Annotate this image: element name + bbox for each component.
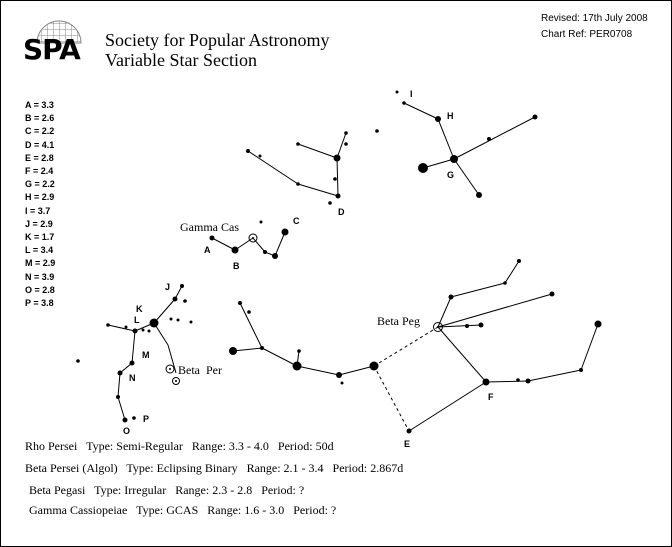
star xyxy=(526,379,531,384)
constellation-line xyxy=(108,325,135,331)
constellation-line xyxy=(298,144,337,158)
star xyxy=(259,155,262,158)
star xyxy=(260,346,264,350)
constellation-line xyxy=(409,382,486,431)
constellation-line xyxy=(337,158,338,196)
legend-entry: H = 2.9 xyxy=(25,192,55,203)
star xyxy=(333,177,337,181)
legend-entry: O = 2.8 xyxy=(25,284,55,295)
star xyxy=(336,372,342,378)
star xyxy=(106,323,110,327)
star xyxy=(328,201,332,205)
legend-entry: D = 4.1 xyxy=(25,139,55,150)
star-p xyxy=(132,416,136,420)
constellation-line xyxy=(505,261,519,283)
constellation-line xyxy=(297,366,339,375)
star xyxy=(150,319,159,328)
legend-entry: G = 2.2 xyxy=(25,179,55,190)
star xyxy=(334,155,341,162)
label-i: I xyxy=(410,89,413,99)
star xyxy=(479,323,484,328)
star-c xyxy=(282,229,289,236)
legend-entry: L = 3.4 xyxy=(25,245,54,256)
legend-entry: M = 2.9 xyxy=(25,258,56,269)
constellation-line xyxy=(248,151,298,184)
star xyxy=(487,137,491,141)
constellation-line xyxy=(275,232,285,256)
legend-entry: K = 1.7 xyxy=(25,232,55,243)
legend-entry: I = 3.7 xyxy=(25,205,51,216)
constellation-line xyxy=(240,303,262,348)
star xyxy=(116,395,120,399)
star xyxy=(418,163,428,173)
star-m xyxy=(130,361,135,366)
constellation-line xyxy=(451,283,505,297)
star xyxy=(142,329,145,332)
label-e: E xyxy=(404,439,411,449)
legend-entry: N = 3.9 xyxy=(25,271,55,282)
star xyxy=(516,378,520,382)
constellation-line xyxy=(374,327,438,366)
legend-entry: C = 2.2 xyxy=(25,126,55,137)
chart-reference: Chart Ref: PER0708 xyxy=(541,29,633,40)
star xyxy=(595,321,602,328)
star-e xyxy=(407,429,412,434)
legend-entry: F = 2.4 xyxy=(25,166,54,177)
variable-info-line: Gamma Cassiopeiae Type: GCAS Range: 1.6 - 3.0 Period: ? xyxy=(29,503,337,517)
star xyxy=(370,362,379,371)
star xyxy=(396,91,399,94)
label-g: G xyxy=(447,170,455,180)
legend-entry: A = 3.3 xyxy=(25,100,54,110)
variable-dot xyxy=(175,380,177,382)
constellation-line xyxy=(339,366,374,375)
constellation-line xyxy=(438,327,486,382)
constellation-line xyxy=(581,324,598,370)
variable-info-line: Beta Persei (Algol) Type: Eclipsing Binary Range: 2.1 - 3.4 Period: 2.867d xyxy=(25,461,404,475)
constellation-line xyxy=(438,294,552,327)
star xyxy=(533,115,538,120)
star xyxy=(465,324,469,328)
label-j: J xyxy=(165,282,171,292)
star xyxy=(296,142,300,146)
label-beta-per: Beta Per xyxy=(178,363,222,377)
star-b xyxy=(232,247,239,254)
star xyxy=(180,284,184,288)
star-g xyxy=(450,155,458,163)
star xyxy=(272,253,278,259)
label-gamma-cas: Gamma Cas xyxy=(180,220,239,234)
star-a xyxy=(210,236,215,241)
constellation-line xyxy=(298,184,338,196)
constellation-line xyxy=(262,348,297,366)
label-k: K xyxy=(136,304,143,314)
label-b: B xyxy=(233,261,240,271)
constellation-line xyxy=(454,117,535,159)
star xyxy=(476,192,482,198)
star-f xyxy=(483,379,490,386)
constellation-line xyxy=(253,238,265,252)
constellation-line xyxy=(374,366,409,431)
star xyxy=(177,319,180,322)
star xyxy=(344,131,348,135)
star xyxy=(503,281,507,285)
label-l: L xyxy=(134,315,140,325)
constellation-line xyxy=(212,238,235,250)
star xyxy=(183,299,187,303)
variable-info-line: Rho Persei Type: Semi-Regular Range: 3.3 - 4.0 Period: 50d xyxy=(25,439,334,453)
star xyxy=(238,301,242,305)
star xyxy=(449,295,454,300)
star xyxy=(296,182,300,186)
star xyxy=(246,149,250,153)
star xyxy=(263,250,267,254)
variable-info-line: Beta Pegasi Type: Irregular Range: 2.3 - 2.8 Period: ? xyxy=(29,483,305,497)
label-o: O xyxy=(123,426,131,436)
star-i xyxy=(402,101,406,105)
star xyxy=(125,326,128,329)
constellation-line xyxy=(486,381,528,382)
label-h: H xyxy=(447,111,454,121)
star-j xyxy=(173,297,178,302)
legend-entry: J = 2.9 xyxy=(25,218,53,229)
constellation-line xyxy=(132,331,135,363)
star xyxy=(293,362,302,371)
star xyxy=(247,310,251,314)
star xyxy=(375,129,379,133)
label-f: F xyxy=(488,392,494,402)
legend-entry: E = 2.8 xyxy=(25,152,54,163)
star xyxy=(341,382,344,385)
constellation-line xyxy=(118,397,125,420)
page-subtitle: Variable Star Section xyxy=(105,50,257,70)
star xyxy=(229,347,237,355)
star xyxy=(517,259,521,263)
star xyxy=(148,330,151,333)
revised-date: Revised: 17th July 2008 xyxy=(541,13,648,24)
constellation-line xyxy=(404,103,438,119)
constellation-line xyxy=(454,159,479,195)
star-o xyxy=(123,418,128,423)
star-d xyxy=(336,194,341,199)
label-beta-peg: Beta Peg xyxy=(377,314,420,328)
label-m: M xyxy=(142,350,150,360)
variable-dot xyxy=(437,326,439,328)
star xyxy=(297,349,301,353)
constellation-line xyxy=(233,348,262,351)
constellation-line xyxy=(438,119,454,159)
label-n: N xyxy=(129,373,136,383)
star xyxy=(170,318,173,321)
star xyxy=(260,221,263,224)
star xyxy=(550,292,555,297)
variable-dot xyxy=(169,368,171,370)
label-c: C xyxy=(293,216,300,226)
page-title: Society for Popular Astronomy xyxy=(105,30,330,50)
star xyxy=(344,142,348,146)
star-h xyxy=(435,116,441,122)
variable-dot xyxy=(252,237,254,239)
star xyxy=(579,368,583,372)
star-l xyxy=(133,329,138,334)
label-a: A xyxy=(204,245,211,255)
constellation-line xyxy=(337,133,346,158)
label-p: P xyxy=(143,414,150,424)
logo-text: SPA xyxy=(23,33,80,66)
constellation-line xyxy=(118,373,120,397)
star xyxy=(76,359,80,363)
label-d: D xyxy=(338,207,345,217)
star xyxy=(190,321,193,324)
star-n xyxy=(118,371,123,376)
legend-entry: P = 3.8 xyxy=(25,298,54,309)
constellation-line xyxy=(528,370,581,381)
legend-entry: B = 2.6 xyxy=(25,113,55,124)
